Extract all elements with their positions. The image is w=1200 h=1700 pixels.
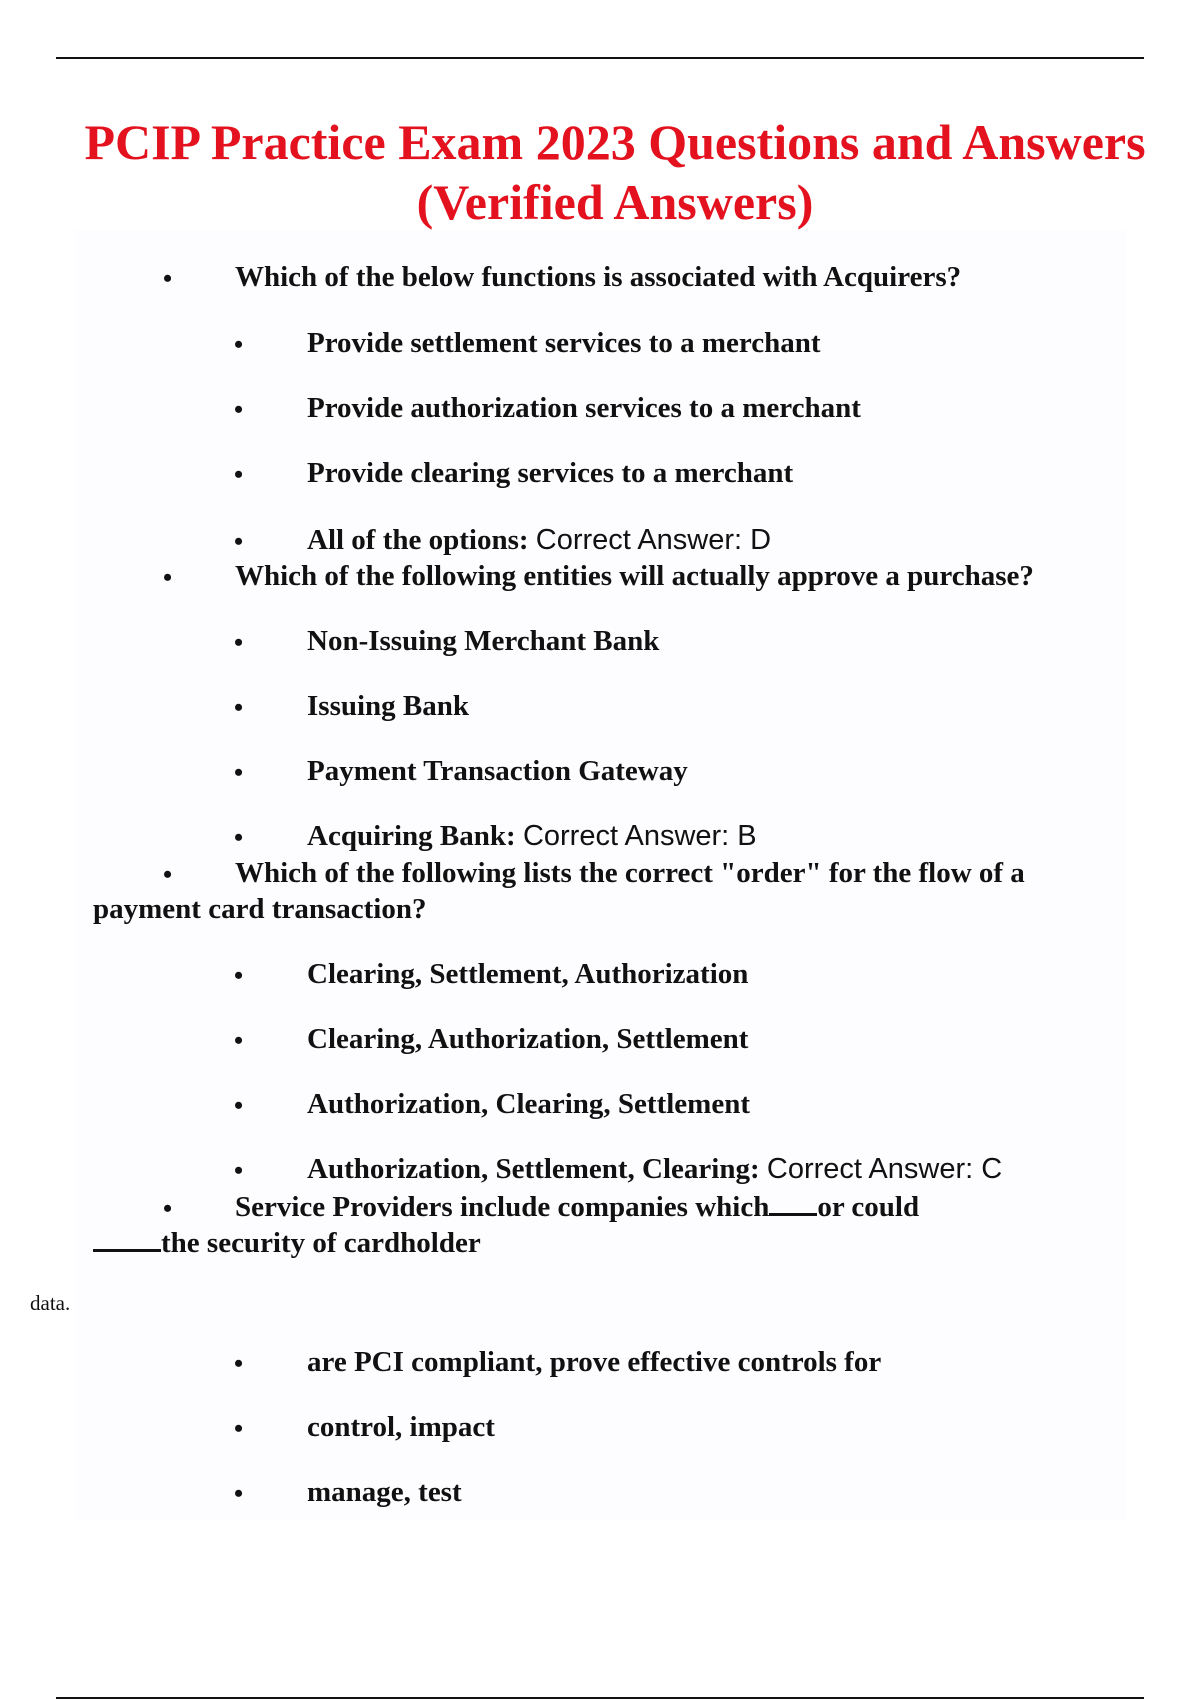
question-3-option-d <box>307 1151 1002 1187</box>
option-bullet: • <box>234 460 244 489</box>
question-2-option-a: Non-Issuing Merchant Bank <box>307 625 660 657</box>
question-bullet: • <box>163 264 173 293</box>
option-bullet: • <box>234 1349 244 1378</box>
option-bullet: • <box>234 1156 244 1185</box>
option-bullet: • <box>234 1414 244 1443</box>
option-bullet: • <box>234 758 244 787</box>
question-4-text-part-3: the security of cardholder <box>161 1227 481 1259</box>
top-rule <box>56 57 1144 59</box>
option-bullet: • <box>234 1026 244 1055</box>
question-2-option-d <box>307 818 757 854</box>
question-2-option-c: Payment Transaction Gateway <box>307 755 688 787</box>
option-bullet: • <box>234 1479 244 1508</box>
question-3-correct-answer: Correct Answer: C <box>766 1153 1003 1185</box>
question-2-correct-answer: Correct Answer: B <box>522 820 757 852</box>
question-4-option-c: manage, test <box>307 1476 462 1508</box>
question-bullet: • <box>163 1194 173 1223</box>
question-4-text-part-4: data. <box>30 1291 71 1315</box>
question-bullet: • <box>163 860 173 889</box>
question-3-text-line-1: Which of the following lists the correct "order" for the flow of a <box>235 857 1025 889</box>
bottom-rule <box>56 1697 1144 1699</box>
option-bullet: • <box>234 330 244 359</box>
option-bullet: • <box>234 693 244 722</box>
option-bullet: • <box>234 395 244 424</box>
question-4-text-line-1 <box>235 1189 919 1225</box>
question-1-correct-answer: Correct Answer: D <box>535 524 772 556</box>
option-bullet: • <box>234 1091 244 1120</box>
question-4-text-part-1: Service Providers include companies which <box>235 1191 770 1223</box>
question-1-option-d <box>307 522 771 558</box>
option-bullet: • <box>234 823 244 852</box>
question-3-option-b: Clearing, Authorization, Settlement <box>307 1023 749 1055</box>
question-2-text: Which of the following entities will actually approve a purchase? <box>235 560 1034 592</box>
question-4-text-line-2 <box>93 1225 481 1261</box>
question-4-option-b: control, impact <box>307 1411 495 1443</box>
question-2-option-d-label: Acquiring Bank: <box>307 820 516 852</box>
question-4-text-part-2: or could <box>817 1191 920 1223</box>
question-bullet: • <box>163 563 173 592</box>
question-3-option-d-label: Authorization, Settlement, Clearing: <box>307 1153 760 1185</box>
title-line-2: (Verified Answers) <box>416 174 814 230</box>
question-3-option-c: Authorization, Clearing, Settlement <box>307 1088 750 1120</box>
title-line-1: PCIP Practice Exam 2023 Questions and Answers <box>84 114 1146 170</box>
question-4-option-a: are PCI compliant, prove effective controls for <box>307 1346 882 1378</box>
page-title <box>60 112 1170 232</box>
option-bullet: • <box>234 628 244 657</box>
question-2-option-b: Issuing Bank <box>307 690 470 722</box>
question-1-option-b: Provide authorization services to a merchant <box>307 392 861 424</box>
question-1-option-c: Provide clearing services to a merchant <box>307 457 794 489</box>
option-bullet: • <box>234 527 244 556</box>
question-3-text-line-2: payment card transaction? <box>93 893 427 925</box>
option-bullet: • <box>234 961 244 990</box>
question-1-text: Which of the below functions is associated with Acquirers? <box>235 261 962 293</box>
question-3-option-a: Clearing, Settlement, Authorization <box>307 958 749 990</box>
question-1-option-a: Provide settlement services to a merchant <box>307 327 821 359</box>
fill-in-blank-2 <box>93 1245 161 1252</box>
question-1-option-d-label: All of the options: <box>307 524 529 556</box>
fill-in-blank-1 <box>769 1209 817 1216</box>
